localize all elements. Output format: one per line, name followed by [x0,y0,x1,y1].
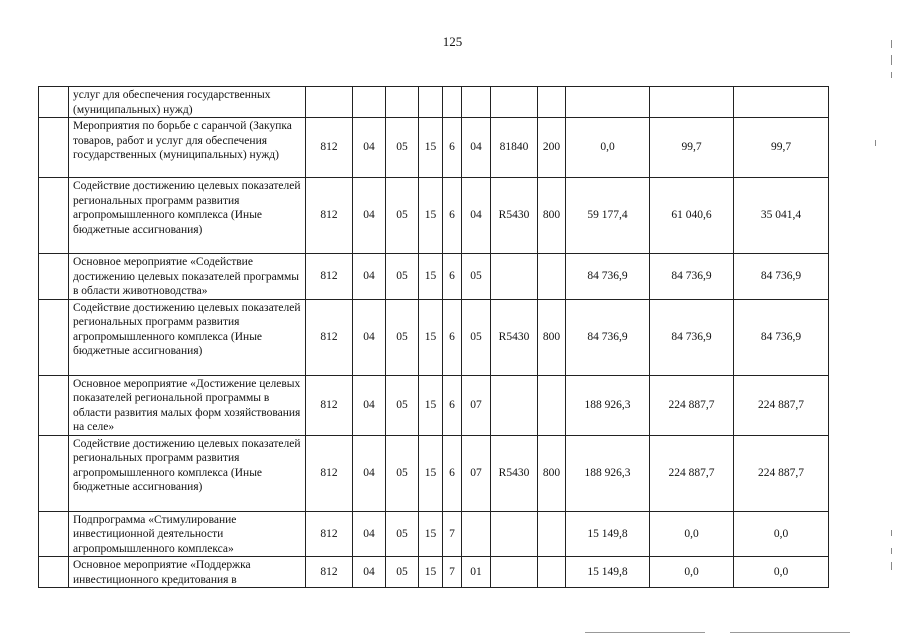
row-name: Содействие достижению целевых показателей региональных программ развития агропромышленного комплекса (Иные бюджетные ассигнования) [69,178,306,254]
table-row [39,254,829,300]
cell-direction [491,254,538,300]
cell-expense-type: 800 [538,435,566,511]
row-margin-cell [39,118,69,178]
cell-expense-type: 800 [538,299,566,375]
cell-section: 04 [353,118,386,178]
cell-section: 04 [353,511,386,557]
cell-y3: 224 887,7 [734,375,829,435]
cell-ministry: 812 [306,557,353,588]
table-body [39,87,829,588]
cell-y2 [650,87,734,118]
cell-section [353,87,386,118]
cell-measure [462,87,491,118]
cell-measure: 04 [462,118,491,178]
cell-y2: 84 736,9 [650,254,734,300]
cell-measure: 05 [462,254,491,300]
cell-program: 15 [419,178,443,254]
cell-direction [491,511,538,557]
cell-measure: 01 [462,557,491,588]
cell-y1: 15 149,8 [566,557,650,588]
cell-direction [491,557,538,588]
cell-subsection: 05 [386,511,419,557]
cell-subsection: 05 [386,375,419,435]
cell-y1: 15 149,8 [566,511,650,557]
cell-y1: 188 926,3 [566,435,650,511]
cell-measure: 07 [462,435,491,511]
cell-y1: 59 177,4 [566,178,650,254]
cell-measure [462,511,491,557]
cell-measure: 05 [462,299,491,375]
cell-y3: 84 736,9 [734,299,829,375]
cell-direction: R5430 [491,299,538,375]
cell-y1: 84 736,9 [566,254,650,300]
table-row [39,511,829,557]
cell-subsection: 05 [386,557,419,588]
cell-expense-type: 800 [538,178,566,254]
row-margin-cell [39,375,69,435]
table-row [39,118,829,178]
cell-y2: 0,0 [650,511,734,557]
cell-subprogram: 6 [443,254,462,300]
cell-subprogram: 6 [443,375,462,435]
row-name: Основное мероприятие «Содействие достижению целевых показателей программы в области животноводства» [69,254,306,300]
cell-subprogram: 6 [443,118,462,178]
cell-program: 15 [419,511,443,557]
table-row [39,178,829,254]
cell-section: 04 [353,435,386,511]
cell-subprogram: 6 [443,435,462,511]
page-number: 125 [442,34,463,49]
row-name: Основное мероприятие «Достижение целевых показателей региональной программы в области развития малых форм хозяйствования на селе» [69,375,306,435]
cell-subprogram: 7 [443,511,462,557]
cell-ministry: 812 [306,118,353,178]
table-row [39,435,829,511]
row-margin-cell [39,254,69,300]
cell-ministry: 812 [306,254,353,300]
cell-direction: R5430 [491,435,538,511]
row-margin-cell [39,178,69,254]
cell-direction: R5430 [491,178,538,254]
cell-subsection: 05 [386,299,419,375]
cell-program: 15 [419,435,443,511]
cell-y3: 35 041,4 [734,178,829,254]
row-margin-cell [39,87,69,118]
cell-ministry: 812 [306,511,353,557]
cell-section: 04 [353,557,386,588]
cell-ministry: 812 [306,435,353,511]
table-row [39,299,829,375]
cell-y3: 0,0 [734,511,829,557]
row-name: услуг для обеспечения государственных (муниципальных) нужд) [69,87,306,118]
cell-program [419,87,443,118]
cell-program: 15 [419,118,443,178]
cell-y1: 188 926,3 [566,375,650,435]
scan-bottom-line [730,632,850,633]
cell-program: 15 [419,254,443,300]
row-margin-cell [39,557,69,588]
row-name: Основное мероприятие «Поддержка инвестиционного кредитования в [69,557,306,588]
cell-y2: 99,7 [650,118,734,178]
cell-y2: 0,0 [650,557,734,588]
cell-subsection: 05 [386,254,419,300]
cell-direction [491,87,538,118]
cell-y3: 99,7 [734,118,829,178]
cell-ministry: 812 [306,178,353,254]
cell-direction [491,375,538,435]
cell-section: 04 [353,299,386,375]
cell-program: 15 [419,375,443,435]
cell-y2: 224 887,7 [650,375,734,435]
cell-expense-type [538,375,566,435]
cell-section: 04 [353,375,386,435]
cell-y3 [734,87,829,118]
cell-expense-type [538,254,566,300]
row-name: Подпрограмма «Стимулирование инвестиционной деятельности агропромышленного комплекса» [69,511,306,557]
cell-subsection: 05 [386,178,419,254]
cell-y3: 0,0 [734,557,829,588]
cell-measure: 04 [462,178,491,254]
cell-subsection: 05 [386,435,419,511]
cell-ministry: 812 [306,375,353,435]
cell-subprogram: 6 [443,178,462,254]
table-row [39,375,829,435]
cell-subprogram: 6 [443,299,462,375]
table-row [39,557,829,588]
cell-y1: 84 736,9 [566,299,650,375]
row-name: Содействие достижению целевых показателей региональных программ развития агропромышленного комплекса (Иные бюджетные ассигнования) [69,299,306,375]
row-margin-cell [39,511,69,557]
cell-expense-type [538,87,566,118]
cell-y1 [566,87,650,118]
cell-subprogram [443,87,462,118]
scan-bottom-line [585,632,705,633]
cell-y2: 224 887,7 [650,435,734,511]
cell-expense-type [538,511,566,557]
cell-section: 04 [353,254,386,300]
row-margin-cell [39,435,69,511]
cell-y1: 0,0 [566,118,650,178]
cell-y3: 224 887,7 [734,435,829,511]
cell-program: 15 [419,299,443,375]
cell-subsection [386,87,419,118]
cell-direction: 81840 [491,118,538,178]
budget-table [38,86,829,588]
row-margin-cell [39,299,69,375]
cell-section: 04 [353,178,386,254]
cell-expense-type [538,557,566,588]
cell-measure: 07 [462,375,491,435]
cell-y2: 61 040,6 [650,178,734,254]
row-name: Мероприятия по борьбе с саранчой (Закупка товаров, работ и услуг для обеспечения государственных (муниципальных) нужд) [69,118,306,178]
cell-program: 15 [419,557,443,588]
cell-expense-type: 200 [538,118,566,178]
cell-subprogram: 7 [443,557,462,588]
table-row [39,87,829,118]
cell-ministry: 812 [306,299,353,375]
cell-subsection: 05 [386,118,419,178]
row-name: Содействие достижению целевых показателей региональных программ развития агропромышленного комплекса (Иные бюджетные ассигнования) [69,435,306,511]
cell-y3: 84 736,9 [734,254,829,300]
cell-ministry [306,87,353,118]
cell-y2: 84 736,9 [650,299,734,375]
